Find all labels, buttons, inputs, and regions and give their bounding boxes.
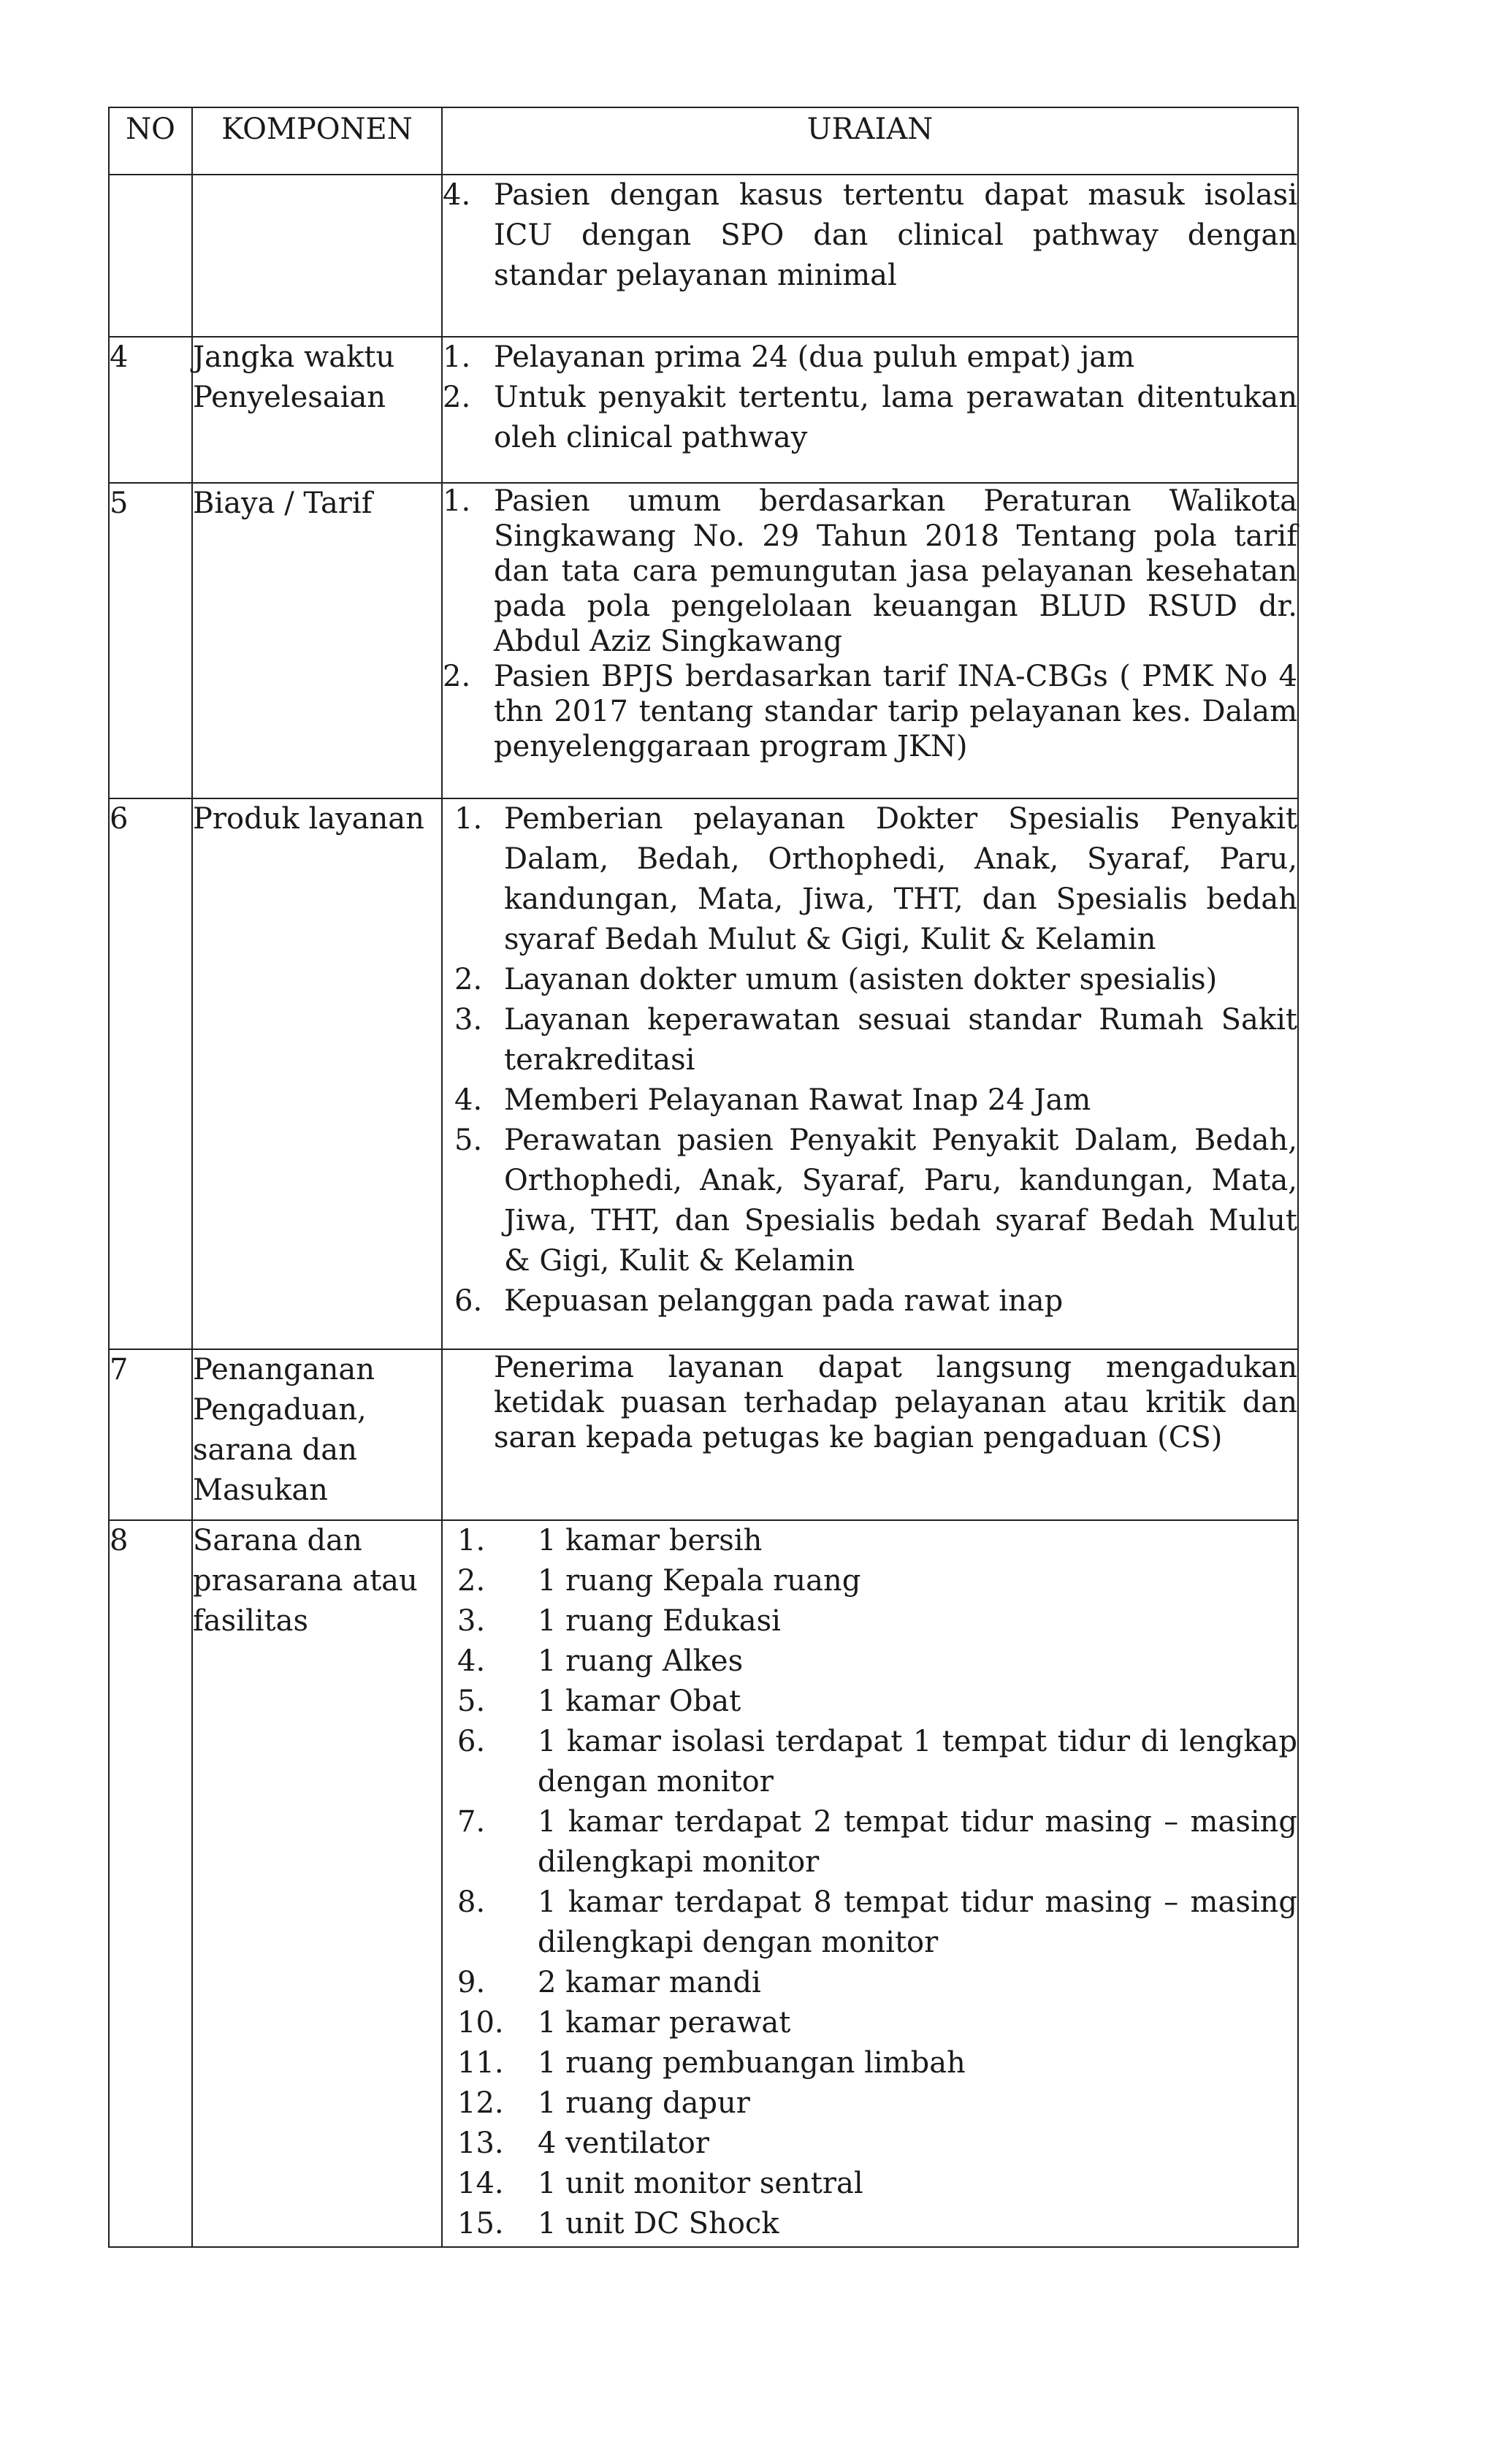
list-item-number: 7. <box>457 1805 486 1839</box>
list-item-number: 3. <box>454 1003 483 1037</box>
list-item-text: 1 ruang dapur <box>538 2086 750 2120</box>
list-item-number: 9. <box>457 1966 486 1999</box>
list-item <box>443 175 1297 296</box>
list-item-text: Pasien dengan kasus tertentu dapat masuk isolasi ICU dengan SPO dan clinical pathway dengan standar pelayanan minimal <box>494 178 1297 292</box>
list-item <box>443 1561 1297 1601</box>
list-item-text: Pasien BPJS berdasarkan tarif INA-CBGs ( PMK No 4 thn 2017 tentang standar tarip pelayanan kes. Dalam penyelenggaraan program JKN) <box>494 660 1297 763</box>
list-item-number: 3. <box>457 1604 486 1638</box>
uraian-list <box>443 484 1297 764</box>
cell-no: 6 <box>109 798 192 1349</box>
list-item-text: 1 kamar terdapat 2 tempat tidur masing – masing dilengkapi monitor <box>538 1805 1297 1879</box>
list-item-number: 15. <box>457 2207 504 2240</box>
cell-uraian <box>442 1349 1298 1520</box>
cell-uraian <box>442 1520 1298 2247</box>
list-item-number: 2. <box>454 963 483 996</box>
list-item-text: 1 ruang Alkes <box>538 1644 744 1678</box>
list-item <box>443 1682 1297 1722</box>
cell-no: 5 <box>109 483 192 798</box>
list-item-number: 5. <box>454 1124 483 1157</box>
list-item <box>443 1641 1297 1682</box>
uraian-list <box>443 175 1297 296</box>
list-item-number: 5. <box>457 1685 486 1718</box>
list-item <box>443 1802 1297 1883</box>
list-item <box>443 2083 1297 2124</box>
table-row <box>109 337 1298 483</box>
list-item-number: 1. <box>443 484 471 518</box>
list-item-number: 6. <box>457 1725 486 1758</box>
list-item-number: 4. <box>443 178 471 212</box>
list-item-number: 4. <box>457 1644 486 1678</box>
cell-uraian <box>442 337 1298 483</box>
cell-komponen: Sarana dan prasarana atau fasilitas <box>192 1520 442 2247</box>
header-no: NO <box>109 107 192 175</box>
list-item-text: Kepuasan pelanggan pada rawat inap <box>504 1284 1064 1318</box>
list-item <box>443 1521 1297 1561</box>
table-row <box>109 1520 1298 2247</box>
header-komponen: KOMPONEN <box>192 107 442 175</box>
list-item-number: 8. <box>457 1885 486 1919</box>
cell-no: 4 <box>109 337 192 483</box>
header-uraian: URAIAN <box>442 107 1298 175</box>
uraian-list <box>443 799 1297 1321</box>
table-row-continuation <box>109 175 1298 337</box>
list-item <box>443 337 1297 378</box>
list-item-number: 4. <box>454 1083 483 1117</box>
list-item-text: 1 kamar Obat <box>538 1685 741 1718</box>
list-item <box>443 2003 1297 2043</box>
list-item-text: Pelayanan prima 24 (dua puluh empat) jam <box>494 340 1135 374</box>
list-item-text: 1 kamar terdapat 8 tempat tidur masing – masing dilengkapi dengan monitor <box>538 1885 1297 1959</box>
cell-no: 8 <box>109 1520 192 2247</box>
list-item-text: 1 ruang Kepala ruang <box>538 1564 861 1598</box>
list-item <box>443 1000 1297 1080</box>
list-item-text: 1 kamar isolasi terdapat 1 tempat tidur di lengkap dengan monitor <box>538 1725 1297 1799</box>
cell-komponen: Biaya / Tarif <box>192 483 442 798</box>
list-item-text: 1 ruang Edukasi <box>538 1604 781 1638</box>
list-item-number: 1. <box>443 340 471 374</box>
cell-komponen: Penanganan Pengaduan, sarana dan Masukan <box>192 1349 442 1520</box>
list-item <box>443 2043 1297 2083</box>
list-item <box>443 1601 1297 1641</box>
list-item <box>443 659 1297 764</box>
list-item <box>443 1121 1297 1281</box>
service-standard-table <box>108 107 1299 2248</box>
list-item-number: 1. <box>457 1524 486 1557</box>
list-item <box>443 1883 1297 1963</box>
list-item-text: 1 ruang pembuangan limbah <box>538 2046 966 2080</box>
list-item-number: 2. <box>443 660 471 693</box>
list-item-number: 1. <box>454 802 483 836</box>
list-item-text: Untuk penyakit tertentu, lama perawatan ditentukan oleh clinical pathway <box>494 381 1297 454</box>
list-item-number: 2. <box>443 381 471 414</box>
table-row <box>109 483 1298 798</box>
list-item <box>443 2164 1297 2204</box>
list-item-text: 1 kamar bersih <box>538 1524 763 1557</box>
table-row <box>109 798 1298 1349</box>
uraian-text: Penerima layanan dapat langsung mengadukan ketidak puasan terhadap pelayanan atau kritik dan saran kepada petugas ke bagian pengaduan (CS) <box>494 1351 1297 1454</box>
list-item-number: 11. <box>457 2046 504 2080</box>
list-item <box>443 1080 1297 1121</box>
list-item-text: Memberi Pelayanan Rawat Inap 24 Jam <box>504 1083 1091 1117</box>
cell-komponen: Produk layanan <box>192 798 442 1349</box>
cell-no: 7 <box>109 1349 192 1520</box>
table-row <box>109 1349 1298 1520</box>
uraian-list <box>443 1521 1297 2244</box>
list-item-text: 1 unit DC Shock <box>538 2207 779 2240</box>
list-item-text: 1 unit monitor sentral <box>538 2167 863 2200</box>
list-item-number: 6. <box>454 1284 483 1318</box>
list-item <box>443 2204 1297 2244</box>
list-item-text: 4 ventilator <box>538 2127 709 2160</box>
list-item-text: Layanan dokter umum (asisten dokter spesialis) <box>504 963 1218 996</box>
list-item <box>443 484 1297 659</box>
list-item-number: 2. <box>457 1564 486 1598</box>
list-item-number: 10. <box>457 2006 504 2040</box>
cell-uraian <box>442 798 1298 1349</box>
cell-uraian <box>442 483 1298 798</box>
uraian-list <box>443 337 1297 458</box>
table-header-row <box>109 107 1298 175</box>
list-item-text: Pemberian pelayanan Dokter Spesialis Penyakit Dalam, Bedah, Orthophedi, Anak, Syaraf, Paru, kandungan, Mata, Jiwa, THT, dan Spesialis bedah syaraf Bedah Mulut & Gigi, Kulit & Kelamin <box>504 802 1297 956</box>
cell-komponen: Jangka waktu Penyelesaian <box>192 337 442 483</box>
list-item <box>443 799 1297 960</box>
list-item-number: 12. <box>457 2086 504 2120</box>
list-item <box>443 960 1297 1000</box>
list-item-number: 14. <box>457 2167 504 2200</box>
cell-uraian <box>442 175 1298 337</box>
list-item-text: 1 kamar perawat <box>538 2006 791 2040</box>
list-item <box>443 1722 1297 1802</box>
list-item <box>443 378 1297 458</box>
list-item <box>443 1963 1297 2003</box>
list-item <box>443 1281 1297 1321</box>
cell-no <box>109 175 192 337</box>
list-item-number: 13. <box>457 2127 504 2160</box>
list-item-text: Perawatan pasien Penyakit Penyakit Dalam, Bedah, Orthophedi, Anak, Syaraf, Paru, kandungan, Mata, Jiwa, THT, dan Spesialis bedah syaraf Bedah Mulut & Gigi, Kulit & Kelamin <box>504 1124 1297 1278</box>
list-item-text: Layanan keperawatan sesuai standar Rumah Sakit terakreditasi <box>504 1003 1297 1077</box>
list-item-text: 2 kamar mandi <box>538 1966 761 1999</box>
list-item-text: Pasien umum berdasarkan Peraturan Walikota Singkawang No. 29 Tahun 2018 Tentang pola tarif dan tata cara pemungutan jasa pelayanan kesehatan pada pola pengelolaan keuangan BLUD RSUD dr. Abdul Aziz Singkawang <box>494 484 1297 658</box>
cell-komponen <box>192 175 442 337</box>
list-item <box>443 2124 1297 2164</box>
